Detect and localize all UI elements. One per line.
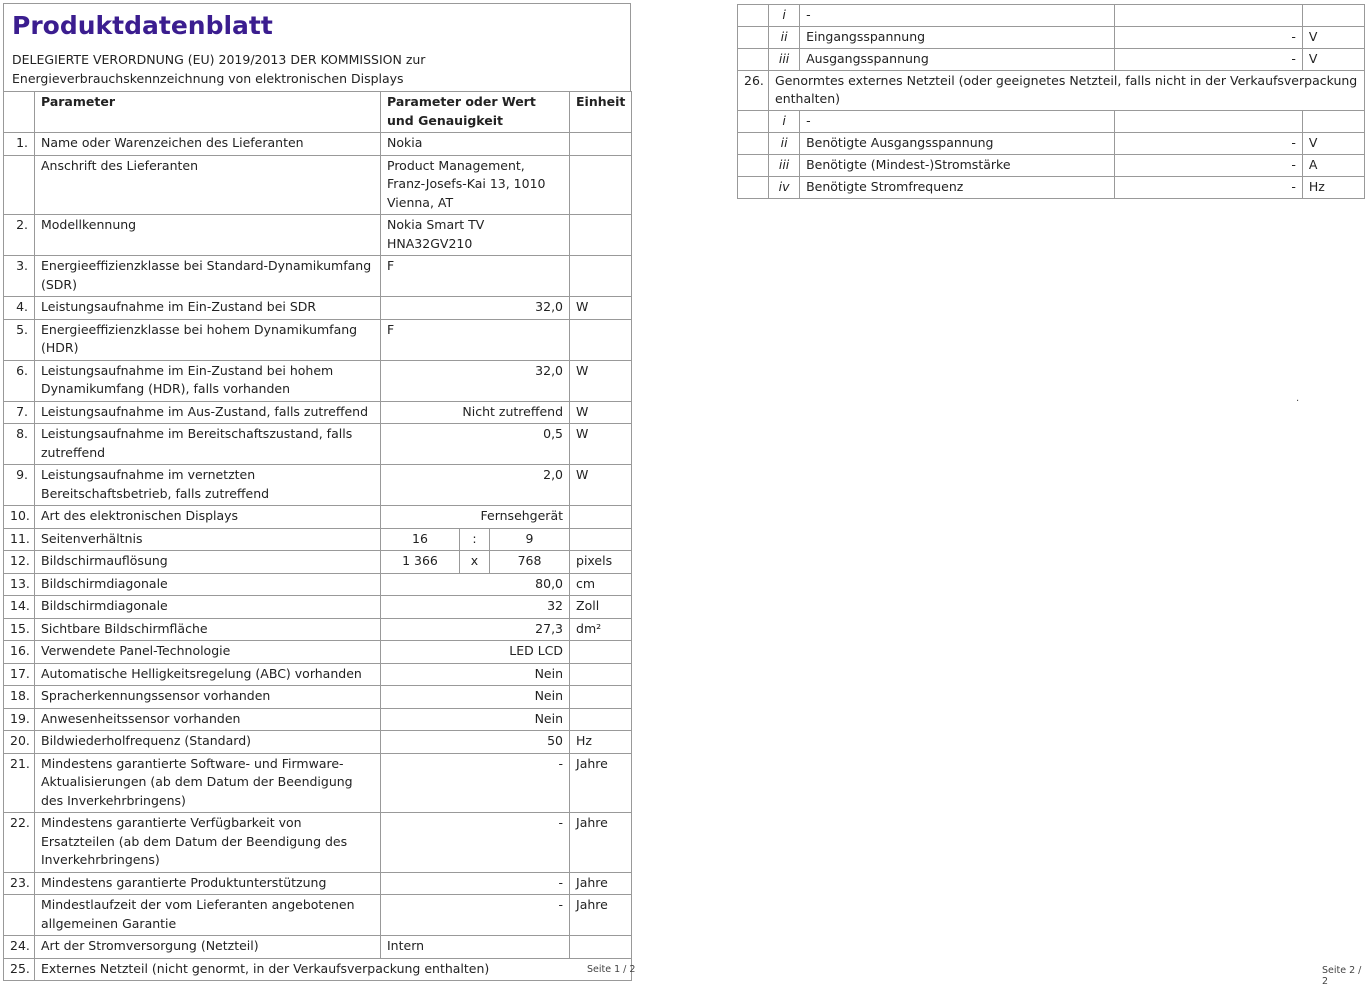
sub-row-value [1114, 111, 1302, 133]
row-label: Verwendete Panel-Technologie [35, 641, 381, 664]
sub-row-numeral: iv [769, 177, 800, 199]
row-value: F [381, 319, 570, 360]
table-row [4, 319, 632, 360]
sub-row-indent [738, 177, 769, 199]
row-label: Bildschirmdiagonale [35, 596, 381, 619]
table-row [4, 813, 632, 873]
header-number [4, 92, 35, 133]
row-value: 0,5 [381, 424, 570, 465]
row-unit [570, 686, 632, 709]
row-unit [570, 256, 632, 297]
row-unit: W [570, 360, 632, 401]
sub-row-value: - [1114, 177, 1302, 199]
table-row-standard-psu [738, 71, 1365, 111]
sub-row-unit [1302, 111, 1364, 133]
row-number: 13. [4, 573, 35, 596]
row-value: Product Management, Franz-Josefs-Kai 13, 1010 Vienna, AT [381, 155, 570, 215]
sub-row [738, 27, 1365, 49]
row-label: Mindestlaufzeit der vom Lieferanten angebotenen allgemeinen Garantie [35, 895, 381, 936]
row-unit: Jahre [570, 872, 632, 895]
row-value: LED LCD [381, 641, 570, 664]
row-value: Nokia [381, 133, 570, 156]
row-label: Art der Stromversorgung (Netzteil) [35, 936, 381, 959]
row-number: 25. [4, 958, 35, 981]
resolution-b: 768 [490, 551, 570, 574]
row-number: 19. [4, 708, 35, 731]
aspect-b: 9 [490, 528, 570, 551]
row-label: Automatische Helligkeitsregelung (ABC) vorhanden [35, 663, 381, 686]
row-unit [570, 708, 632, 731]
sub-row-label: Ausgangsspannung [800, 49, 1115, 71]
row-label: Seitenverhältnis [35, 528, 381, 551]
row-unit [570, 215, 632, 256]
table-row [4, 401, 632, 424]
row-label: Energieeffizienzklasse bei Standard-Dynamikumfang (SDR) [35, 256, 381, 297]
table-row [4, 596, 632, 619]
sub-row-value: - [1114, 49, 1302, 71]
table-row [4, 133, 632, 156]
sub-row-label: Benötigte Stromfrequenz [800, 177, 1115, 199]
row-number: 5. [4, 319, 35, 360]
row-unit: pixels [570, 551, 632, 574]
table-row [4, 215, 632, 256]
sub-row-unit: V [1302, 49, 1364, 71]
row-value: Nicht zutreffend [381, 401, 570, 424]
row-label: Leistungsaufnahme im Aus-Zustand, falls zutreffend [35, 401, 381, 424]
row-value: 27,3 [381, 618, 570, 641]
table-row [4, 618, 632, 641]
row-unit [570, 506, 632, 529]
row-value: Nein [381, 686, 570, 709]
table-row [4, 895, 632, 936]
sub-row [738, 155, 1365, 177]
row-unit [570, 528, 632, 551]
table-row [4, 155, 632, 215]
row-number: 17. [4, 663, 35, 686]
row-label: Bildwiederholfrequenz (Standard) [35, 731, 381, 754]
row-label: Leistungsaufnahme im Bereitschaftszustand, falls zutreffend [35, 424, 381, 465]
sub-row-unit: V [1302, 27, 1364, 49]
row-number: 8. [4, 424, 35, 465]
row-label: Leistungsaufnahme im Ein-Zustand bei hohem Dynamikumfang (HDR), falls vorhanden [35, 360, 381, 401]
row-number: 11. [4, 528, 35, 551]
sub-row [738, 133, 1365, 155]
row-label: Energieeffizienzklasse bei hohem Dynamikumfang (HDR) [35, 319, 381, 360]
row-value: Nein [381, 708, 570, 731]
row-unit: Jahre [570, 895, 632, 936]
table-row [4, 424, 632, 465]
row-number: 2. [4, 215, 35, 256]
row-label: Spracherkennungssensor vorhanden [35, 686, 381, 709]
sub-row-label: Benötigte Ausgangsspannung [800, 133, 1115, 155]
header-param: Parameter [35, 92, 381, 133]
sub-row-indent [738, 155, 769, 177]
header-unit: Einheit [570, 92, 632, 133]
sub-row [738, 111, 1365, 133]
row-label: Externes Netzteil (nicht genormt, in der Verkaufsverpackung enthalten) [35, 958, 632, 981]
sub-row [738, 49, 1365, 71]
row-unit: W [570, 297, 632, 320]
row-number [4, 895, 35, 936]
row-unit [570, 641, 632, 664]
row-label: Name oder Warenzeichen des Lieferanten [35, 133, 381, 156]
sub-row-label: - [800, 111, 1115, 133]
row-number: 9. [4, 465, 35, 506]
row-unit [570, 663, 632, 686]
sub-row-numeral: i [769, 111, 800, 133]
row-number: 12. [4, 551, 35, 574]
row-value: Nokia Smart TV HNA32GV210 [381, 215, 570, 256]
table-row [4, 506, 632, 529]
document-header [3, 3, 631, 91]
row-value: 2,0 [381, 465, 570, 506]
sub-row-numeral: ii [769, 133, 800, 155]
table-row [4, 360, 632, 401]
table-row-external-psu [4, 958, 632, 981]
row-label: Bildschirmauflösung [35, 551, 381, 574]
table-row [4, 573, 632, 596]
row-unit: Hz [570, 731, 632, 754]
row-number: 24. [4, 936, 35, 959]
row-number: 6. [4, 360, 35, 401]
sub-row-indent [738, 27, 769, 49]
table-row-resolution [4, 551, 632, 574]
page-2-footer: Seite 2 / 2 [1322, 965, 1362, 987]
row-value: 32,0 [381, 297, 570, 320]
row-label: Mindestens garantierte Software- und Firmware-Aktualisierungen (ab dem Datum der Beendigung des Inverkehrbringens) [35, 753, 381, 813]
row-value: - [381, 813, 570, 873]
table-row [4, 753, 632, 813]
row-unit [570, 319, 632, 360]
row-label: Leistungsaufnahme im Ein-Zustand bei SDR [35, 297, 381, 320]
table-row-aspect-ratio [4, 528, 632, 551]
sub-row-value: - [1114, 155, 1302, 177]
sub-row-numeral: ii [769, 27, 800, 49]
row-number: 14. [4, 596, 35, 619]
row-number: 10. [4, 506, 35, 529]
sub-row-value: - [1114, 27, 1302, 49]
table-row [4, 936, 632, 959]
row-unit: Jahre [570, 813, 632, 873]
table-header-row [4, 92, 632, 133]
row-label: Bildschirmdiagonale [35, 573, 381, 596]
row-value: Fernsehgerät [381, 506, 570, 529]
table-row [4, 465, 632, 506]
row-number: 4. [4, 297, 35, 320]
row-label: Anwesenheitssensor vorhanden [35, 708, 381, 731]
sub-row-unit: A [1302, 155, 1364, 177]
row-label: Anschrift des Lieferanten [35, 155, 381, 215]
row-number: 3. [4, 256, 35, 297]
sub-row [738, 177, 1365, 199]
sub-row-indent [738, 133, 769, 155]
row-unit: W [570, 465, 632, 506]
table-row [4, 731, 632, 754]
resolution-sep: x [460, 551, 490, 574]
sub-row-numeral: iii [769, 49, 800, 71]
row-label: Genormtes externes Netzteil (oder geeignetes Netzteil, falls nicht in der Verkaufsverpackung enthalten) [769, 71, 1365, 111]
row-label: Modellkennung [35, 215, 381, 256]
table-row [4, 297, 632, 320]
row-value: 32,0 [381, 360, 570, 401]
row-number: 26. [738, 71, 769, 111]
sub-row-numeral: iii [769, 155, 800, 177]
sub-row-indent [738, 49, 769, 71]
row-number: 18. [4, 686, 35, 709]
row-number: 23. [4, 872, 35, 895]
product-data-table [3, 91, 632, 981]
row-label: Leistungsaufnahme im vernetzten Bereitschaftsbetrieb, falls zutreffend [35, 465, 381, 506]
page-2 [737, 4, 1365, 199]
table-row [4, 256, 632, 297]
row-label: Sichtbare Bildschirmfläche [35, 618, 381, 641]
table-row [4, 686, 632, 709]
table-row [4, 708, 632, 731]
row-label: Mindestens garantierte Verfügbarkeit von Ersatzteilen (ab dem Datum der Beendigung des Inverkehrbringens) [35, 813, 381, 873]
sub-row [738, 5, 1365, 27]
sub-row-unit: Hz [1302, 177, 1364, 199]
row-number: 1. [4, 133, 35, 156]
row-unit: W [570, 401, 632, 424]
sub-row-indent [738, 5, 769, 27]
row-value: F [381, 256, 570, 297]
sub-row-label: - [800, 5, 1115, 27]
row-unit: dm² [570, 618, 632, 641]
row-value: - [381, 895, 570, 936]
table-row [4, 641, 632, 664]
row-unit [570, 936, 632, 959]
row-unit [570, 133, 632, 156]
header-value: Parameter oder Wert und Genauigkeit [381, 92, 570, 133]
aspect-sep: : [460, 528, 490, 551]
row-value: 80,0 [381, 573, 570, 596]
row-value: - [381, 753, 570, 813]
row-unit [570, 155, 632, 215]
stray-mark: . [1296, 393, 1300, 404]
row-label: Mindestens garantierte Produktunterstützung [35, 872, 381, 895]
row-number: 7. [4, 401, 35, 424]
sub-row-label: Benötigte (Mindest-)Stromstärke [800, 155, 1115, 177]
row-unit: cm [570, 573, 632, 596]
row-unit: Jahre [570, 753, 632, 813]
page-1 [3, 3, 631, 981]
sub-row-value: - [1114, 133, 1302, 155]
resolution-a: 1 366 [381, 551, 460, 574]
row-number: 15. [4, 618, 35, 641]
sub-row-unit [1302, 5, 1364, 27]
row-number [4, 155, 35, 215]
table-row [4, 663, 632, 686]
row-value: 32 [381, 596, 570, 619]
row-value: Nein [381, 663, 570, 686]
subtitle-line-2: Energieverbrauchskennzeichnung von elektronischen Displays [12, 71, 404, 86]
power-supply-table [737, 4, 1365, 199]
page-1-footer: Seite 1 / 2 [587, 964, 636, 975]
row-number: 20. [4, 731, 35, 754]
page-title: Produktdatenblatt [12, 11, 273, 40]
row-number: 16. [4, 641, 35, 664]
sub-row-unit: V [1302, 133, 1364, 155]
row-label: Art des elektronischen Displays [35, 506, 381, 529]
subtitle-line-1: DELEGIERTE VERORDNUNG (EU) 2019/2013 DER KOMMISSION zur [12, 52, 426, 67]
row-value: 50 [381, 731, 570, 754]
sub-row-value [1114, 5, 1302, 27]
row-number: 22. [4, 813, 35, 873]
sub-row-indent [738, 111, 769, 133]
aspect-a: 16 [381, 528, 460, 551]
sub-row-label: Eingangsspannung [800, 27, 1115, 49]
sub-row-numeral: i [769, 5, 800, 27]
row-unit: W [570, 424, 632, 465]
row-value: - [381, 872, 570, 895]
table-row [4, 872, 632, 895]
row-unit: Zoll [570, 596, 632, 619]
row-number: 21. [4, 753, 35, 813]
row-value: Intern [381, 936, 570, 959]
